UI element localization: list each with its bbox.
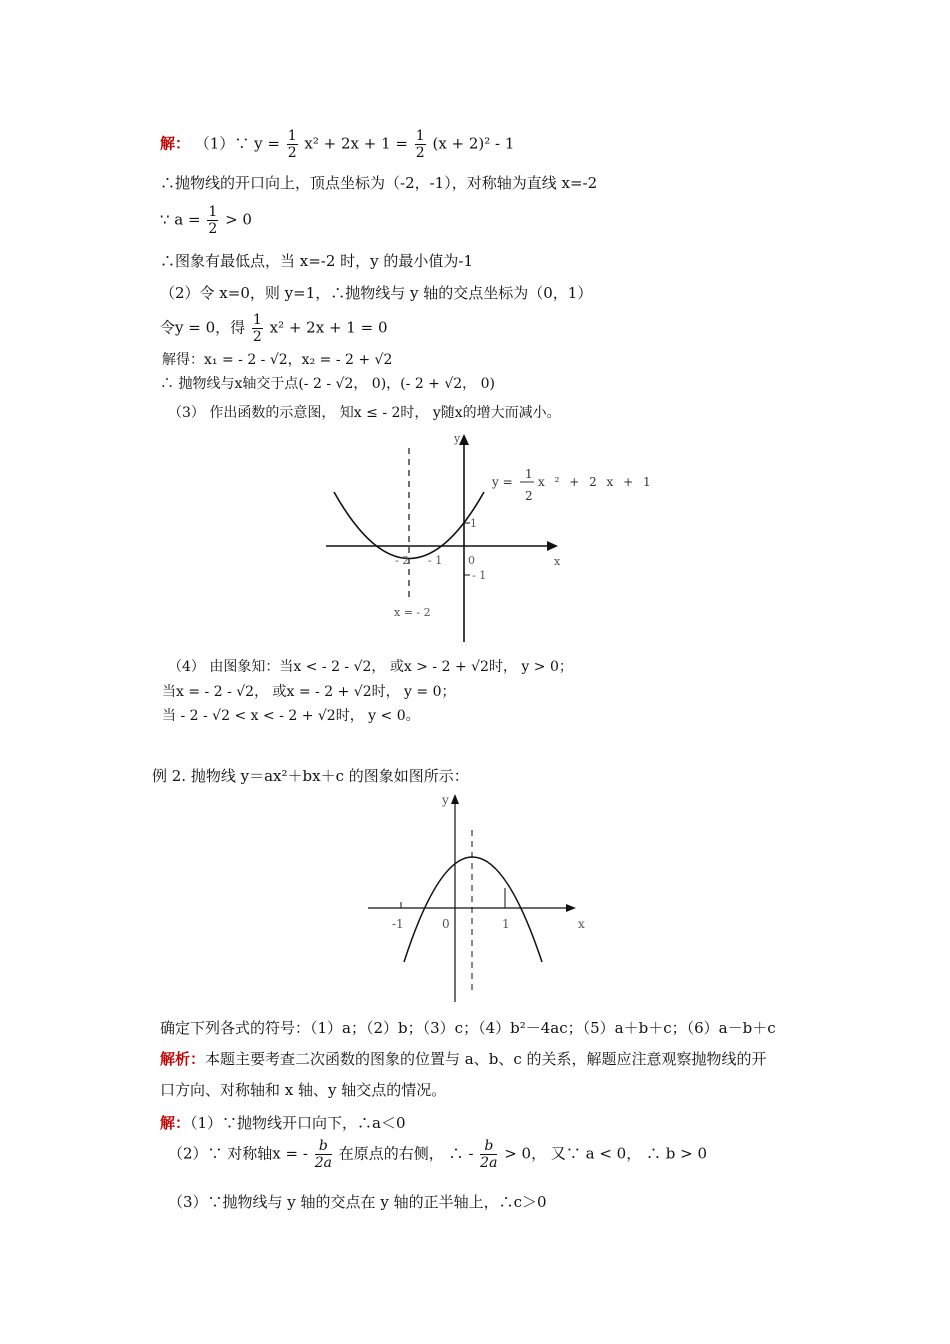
fraction-half: $\frac{1}{2}$: [287, 128, 297, 161]
analysis-line1: [160, 1049, 767, 1069]
tick-label-neg1-2: -1: [392, 917, 404, 931]
ex2-solution-head: 解：: [160, 1114, 191, 1132]
x-axis-arrow-2: [566, 904, 576, 912]
line3-post: > 0: [225, 210, 252, 229]
tick-label-neg2: - 2: [395, 554, 410, 567]
tick-label-0: 0: [468, 554, 475, 567]
tick-label-1: 1: [470, 517, 477, 530]
tick-label-0-2: 0: [442, 917, 450, 931]
x-label-2: x: [578, 917, 585, 931]
ex2-s2-mid: 在原点的右侧， ∴ -: [338, 1144, 474, 1163]
sol1-line11: 当x = - 2 - √2， 或x = - 2 + √2时， y = 0；: [162, 684, 456, 700]
x-label: x: [554, 555, 561, 568]
fraction-half-3: $\frac{1}{2}$: [208, 204, 218, 237]
parabola-graph-1: [320, 430, 654, 645]
tick-label-m1: - 1: [472, 569, 487, 582]
sol1-line8: ∴ 抛物线与x轴交于点(- 2 - √2， 0)，(- 2 + √2， 0): [160, 376, 496, 392]
ex2-s2-pre: （2）∵ 对称轴x = -: [168, 1144, 308, 1163]
x-axis-arrow: [547, 541, 558, 551]
sol1-line4: ∴图象有最低点，当 x=-2 时，y 的最小值为-1: [160, 252, 474, 270]
sol1-line3: [160, 204, 252, 237]
analysis-line2: 口方向、对称轴和 x 轴、y 轴交点的情况。: [160, 1081, 447, 1099]
sol1-line2: ∴抛物线的开口向上，顶点坐标为（-2，-1），对称轴为直线 x=-2: [160, 174, 598, 192]
ex2-sol-line1: [160, 1113, 406, 1133]
ex2-sol-line2: [168, 1138, 707, 1171]
analysis-head: 解析：: [160, 1050, 206, 1068]
solution-head: 解：: [160, 134, 191, 153]
sol1-line1: [160, 128, 514, 161]
parabola-graph-2: [362, 790, 602, 1005]
fraction-b-2a-2: $\frac{b}{2a}$: [480, 1138, 498, 1171]
sol1-line9: （3） 作出函数的示意图， 知x ≤ - 2时， y随x的增大而减小。: [168, 405, 561, 421]
example2-title: 例 2. 抛物线 y＝ax²＋bx＋c 的图象如图所示：: [152, 767, 469, 785]
ex2-s1: （1）∵抛物线开口向下，∴a＜0: [190, 1114, 406, 1132]
fraction-half-2: $\frac{1}{2}$: [415, 128, 425, 161]
tick-label-neg1: - 1: [428, 554, 443, 567]
ex2-s2-post: > 0， 又∵ a < 0， ∴ b > 0: [504, 1144, 708, 1163]
y-axis-arrow-2: [451, 794, 459, 804]
symmetry-axis-label: x = - 2: [394, 606, 431, 619]
example2-question: 确定下列各式的符号：（1）a；（2）b；（3）c；（4）b²－4ac；（5）a＋b＋c；（6）a－b＋c: [160, 1019, 776, 1037]
line1-post: (x + 2)² - 1: [432, 134, 515, 153]
line1-pre: （1）∵ y =: [194, 134, 280, 153]
tick-label-1-2: 1: [502, 917, 510, 931]
line6-pre: 令y = 0，得: [160, 318, 246, 337]
line3-pre: ∵ a =: [160, 210, 201, 229]
sol1-line6: [160, 312, 388, 345]
fraction-b-2a: $\frac{b}{2a}$: [314, 1138, 332, 1171]
sol1-line5: （2）令 x=0，则 y=1，∴抛物线与 y 轴的交点坐标为（0，1）: [160, 284, 593, 302]
line6-post: x² + 2x + 1 = 0: [269, 318, 388, 337]
y-label: y: [454, 432, 461, 445]
sol1-line7: 解得：x₁ = - 2 - √2，x₂ = - 2 + √2: [162, 352, 393, 368]
equation-lhs: y =: [492, 475, 513, 489]
analysis-text-1: 本题主要考查二次函数的图象的位置与 a、b、c 的关系，解题应注意观察抛物线的开: [205, 1050, 767, 1068]
line1-mid: x² + 2x + 1 =: [304, 134, 408, 153]
ex2-sol-line3: （3）∵抛物线与 y 轴的交点在 y 轴的正半轴上，∴c＞0: [168, 1193, 547, 1211]
equation-rhs: x ² + 2 x + 1: [538, 475, 654, 489]
y-label-2: y: [442, 793, 449, 807]
parabola-curve-2: [404, 857, 542, 962]
y-axis-arrow: [459, 434, 469, 445]
sol1-line10: （4） 由图象知：当x < - 2 - √2， 或x > - 2 + √2时， y > 0；: [168, 659, 573, 675]
equation-num: 1: [525, 467, 533, 481]
fraction-half-4: $\frac{1}{2}$: [252, 312, 262, 345]
equation-den: 2: [525, 489, 533, 503]
sol1-line12: 当 - 2 - √2 < x < - 2 + √2时， y < 0。: [162, 708, 420, 724]
